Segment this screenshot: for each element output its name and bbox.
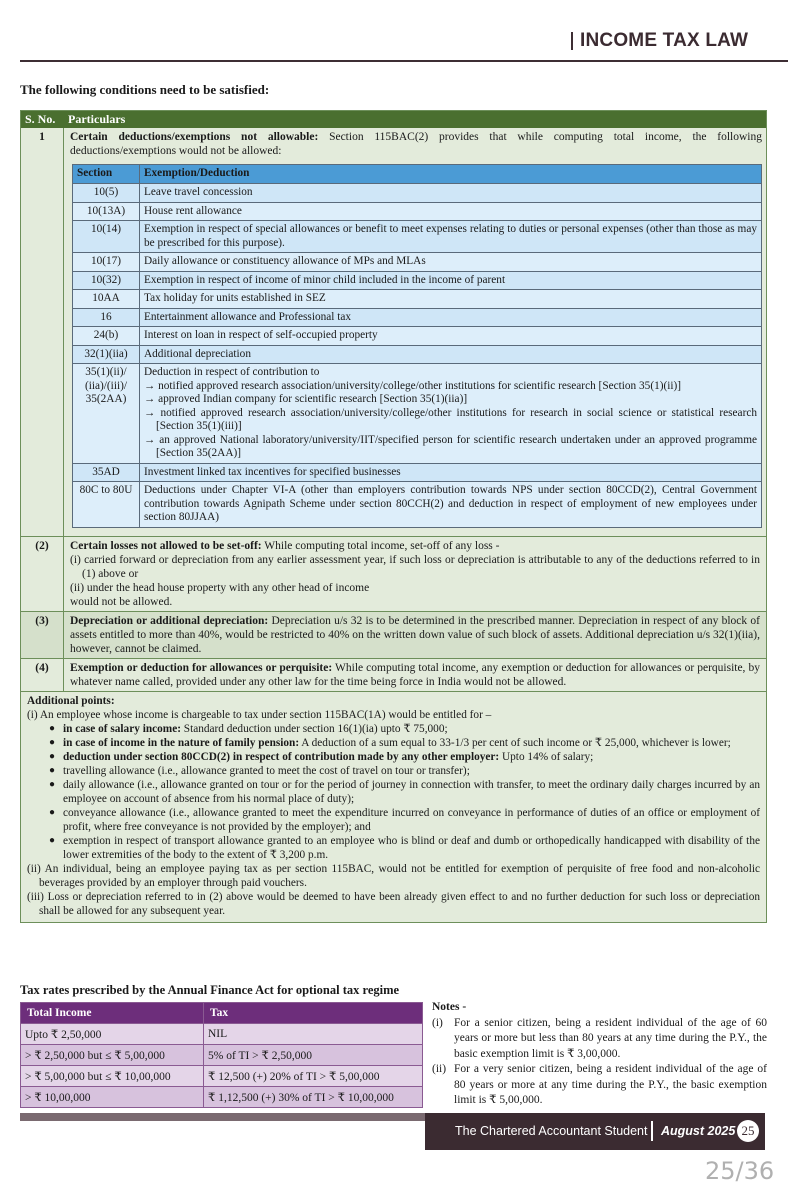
section-cell: 16 bbox=[73, 308, 140, 327]
desc-cell: Deductions under Chapter VI-A (other than employers contribution towards NPS under section 80CCD(2), Central Government contribution towards Agnipath Scheme under section 80CCH(2) and deduction in respect of employment of new employees under section 80JJAA) bbox=[140, 482, 762, 528]
condition-row-4 bbox=[21, 658, 766, 691]
row-text: While computing total income, any exemption or deduction for allowances or perquisite, by whatever name called, provided under any other law for the time being force in India would not be allowed. bbox=[70, 661, 760, 688]
bullet-icon: ● bbox=[49, 834, 56, 846]
desc-cell: Exemption in respect of income of minor child included in the income of parent bbox=[140, 271, 762, 290]
table-row bbox=[73, 221, 762, 253]
header-separator bbox=[571, 32, 573, 50]
table-row bbox=[73, 463, 762, 482]
notes-title: Notes - bbox=[432, 1001, 467, 1013]
bullet-icon: ● bbox=[49, 750, 56, 762]
row-title: Certain deductions/exemptions not allowable: bbox=[70, 131, 319, 143]
section-cell: 24(b) bbox=[73, 327, 140, 346]
row-title: Exemption or deduction for allowances or perquisite: bbox=[70, 661, 333, 674]
note-number: (i) bbox=[432, 1016, 443, 1029]
footer-page-number: 25 bbox=[737, 1120, 759, 1142]
row-sno: (2) bbox=[35, 539, 49, 552]
exemption-table bbox=[72, 164, 762, 528]
additional-iii: (iii) Loss or depreciation referred to in (2) above would be deemed to have been already given effect to and no further deduction for such loss or depreciation shall be allowed for any subsequent year. bbox=[27, 890, 760, 917]
conditions-table bbox=[20, 110, 767, 923]
row-sno: (3) bbox=[35, 614, 49, 627]
note-number: (ii) bbox=[432, 1063, 447, 1075]
desc-cell: Daily allowance or constituency allowance of MPs and MLAs bbox=[140, 253, 762, 272]
table-row bbox=[73, 364, 762, 464]
section-cell: 10(5) bbox=[73, 184, 140, 203]
page-footer bbox=[425, 1113, 765, 1150]
list-item bbox=[27, 778, 760, 806]
bullet-icon: ● bbox=[49, 722, 56, 734]
condition-row-2 bbox=[21, 536, 766, 611]
bullet-text: A deduction of a sum equal to 33-1/3 per cent of such income or ₹ 25,000, whichever is lower; bbox=[299, 736, 731, 749]
footer-rule bbox=[20, 1113, 425, 1121]
table-row bbox=[73, 482, 762, 528]
desc-cell: Leave travel concession bbox=[140, 184, 762, 203]
additional-ii: (ii) An individual, being an employee paying tax as per section 115BAC, would not be entitled for exemption of perquisite of free food and non-alcoholic beverages provided by an employer through paid vouchers. bbox=[27, 862, 760, 889]
section-cell: 10(13A) bbox=[73, 202, 140, 221]
table-row bbox=[73, 327, 762, 346]
income-cell: > ₹ 5,00,000 but ≤ ₹ 10,00,000 bbox=[21, 1066, 204, 1087]
bullet-icon: ● bbox=[49, 778, 56, 790]
additional-points bbox=[21, 691, 766, 922]
list-item bbox=[432, 1062, 767, 1109]
desc-cell: Exemption in respect of special allowances or benefit to meet expenses relating to duties or personal expenses (other than those as may be prescribed for this purpose). bbox=[140, 221, 762, 253]
income-cell: > ₹ 2,50,000 but ≤ ₹ 5,00,000 bbox=[21, 1045, 204, 1066]
section-cell: 10(17) bbox=[73, 253, 140, 272]
footer-separator bbox=[651, 1121, 653, 1141]
tax-cell: ₹ 12,500 (+) 20% of TI > ₹ 5,00,000 bbox=[204, 1066, 423, 1087]
list-item bbox=[27, 806, 760, 834]
bullet-bold: deduction under section 80CCD(2) in respect of contribution made by any other employer: bbox=[63, 750, 500, 763]
desc-cell: Interest on loan in respect of self-occupied property bbox=[140, 327, 762, 346]
section-cell: 10(14) bbox=[73, 221, 140, 253]
bullet-icon: ● bbox=[49, 764, 56, 776]
list-item bbox=[27, 764, 760, 778]
tax-header: Tax bbox=[204, 1003, 423, 1024]
conditions-table-header bbox=[21, 111, 766, 128]
income-header: Total Income bbox=[21, 1003, 204, 1024]
bullet-text: Standard deduction under section 16(1)(ia) upto ₹ 75,000; bbox=[180, 722, 448, 735]
bullet-text: exemption in respect of transport allowance granted to an employee who is blind or deaf and dumb or orthopedically handicapped with disability of the lower extremities of the body to the extent of ₹ 3,200 p.m. bbox=[63, 834, 760, 861]
tax-cell: 5% of TI > ₹ 2,50,000 bbox=[204, 1045, 423, 1066]
section-cell: 35(1)(ii)/ (iia)/(iii)/ 35(2AA) bbox=[73, 364, 140, 464]
table-row bbox=[73, 290, 762, 309]
table-row bbox=[73, 308, 762, 327]
row-text: While computing total income, set-off of any loss - bbox=[261, 539, 500, 552]
section-cell: 80C to 80U bbox=[73, 482, 140, 528]
list-item bbox=[27, 834, 760, 862]
tax-rates-table bbox=[20, 1002, 423, 1108]
desc-cell: House rent allowance bbox=[140, 202, 762, 221]
note-text: For a very senior citizen, being a resident individual of the age of 80 years or more at any time during the P.Y., the basic exemption limit is ₹ 5,00,000. bbox=[454, 1063, 767, 1106]
row-end: would not be allowed. bbox=[70, 595, 173, 608]
table-row bbox=[73, 202, 762, 221]
additional-title: Additional points: bbox=[27, 694, 115, 707]
conditions-heading: The following conditions need to be satisfied: bbox=[20, 82, 270, 97]
section-cell: 32(1)(iia) bbox=[73, 345, 140, 364]
row-sno: 1 bbox=[39, 131, 45, 143]
desc-cell: Additional depreciation bbox=[140, 345, 762, 364]
bullet-text: daily allowance (i.e., allowance granted on tour or for the period of journey in connection with transfer, to meet the ordinary daily charges incurred by an employee on account of absence from his normal place of duty); bbox=[63, 778, 760, 805]
table-row bbox=[21, 1066, 423, 1087]
arrow-item: → notified approved research association/university/college/other institutions for research in social science or statistical research [Section 35(1)(iii)] bbox=[144, 406, 757, 432]
row-text: Depreciation u/s 32 is to be determined in the prescribed manner. Depreciation in respect of any block of assets entitled to more than 40%, would be restricted to 40% on the written down value of such block of assets. Additional depreciation u/s 32(1)(iia), however, cannot be claimed. bbox=[70, 614, 760, 655]
additional-i: (i) An employee whose income is chargeable to tax under section 115BAC(1A) would be entitled for – bbox=[27, 708, 492, 721]
header-rule bbox=[20, 60, 788, 62]
condition-row-1 bbox=[21, 128, 766, 536]
condition-row-3 bbox=[21, 611, 766, 658]
tax-cell: ₹ 1,12,500 (+) 30% of TI > ₹ 10,00,000 bbox=[204, 1087, 423, 1108]
notes-section bbox=[432, 1000, 767, 1109]
row-sub-i: (i) carried forward or depreciation from any earlier assessment year, if such loss or depreciation is attributable to any of the deductions referred to in (1) above or bbox=[70, 553, 760, 580]
desc-cell: Entertainment allowance and Professional tax bbox=[140, 308, 762, 327]
list-item bbox=[27, 750, 760, 764]
table-row bbox=[73, 184, 762, 203]
col-particulars-header: Particulars bbox=[63, 112, 766, 127]
row-particulars bbox=[63, 128, 768, 536]
bullet-text: conveyance allowance (i.e., allowance granted to meet the expenditure incurred on conveyance in performance of duties of an office or employment of profit, where free conveyance is not provided by the employer); and bbox=[63, 806, 760, 833]
table-row bbox=[21, 1087, 423, 1108]
footer-journal: The Chartered Accountant Student bbox=[455, 1124, 648, 1138]
table-row bbox=[73, 253, 762, 272]
table-row bbox=[73, 271, 762, 290]
table-row bbox=[21, 1024, 423, 1045]
income-cell: > ₹ 10,00,000 bbox=[21, 1087, 204, 1108]
row-sub-ii: (ii) under the head house property with any other head of income bbox=[70, 581, 370, 594]
section-header: Section bbox=[73, 165, 140, 184]
bullet-text: Upto 14% of salary; bbox=[499, 750, 594, 763]
section-cell: 35AD bbox=[73, 463, 140, 482]
bullet-bold: in case of income in the nature of family pension: bbox=[63, 736, 300, 749]
arrow-item: → notified approved research association/university/college/other institutions for scientific research [Section 35(1)(ii)] bbox=[144, 379, 682, 392]
arrow-item: → an approved National laboratory/university/IIT/specified person for scientific research undertaken under an approved programme [Section 35(2AA)] bbox=[144, 433, 757, 459]
section-cell: 10(32) bbox=[73, 271, 140, 290]
row-sno: (4) bbox=[35, 661, 49, 674]
list-item bbox=[432, 1016, 767, 1063]
arrow-item: → approved Indian company for scientific research [Section 35(1)(iia)] bbox=[144, 393, 468, 405]
row-title: Certain losses not allowed to be set-off: bbox=[70, 539, 262, 552]
page-header-title: INCOME TAX LAW bbox=[580, 30, 749, 51]
row-particulars bbox=[63, 612, 766, 658]
row-particulars bbox=[63, 537, 766, 611]
col-sno-header: S. No. bbox=[25, 112, 56, 126]
row-title: Depreciation or additional depreciation: bbox=[70, 614, 269, 627]
bullet-icon: ● bbox=[49, 736, 56, 748]
table-row bbox=[21, 1045, 423, 1066]
section-cell: 10AA bbox=[73, 290, 140, 309]
list-item bbox=[27, 736, 760, 750]
desc-intro: Deduction in respect of contribution to bbox=[144, 366, 320, 378]
tax-rates-heading: Tax rates prescribed by the Annual Finance Act for optional tax regime bbox=[20, 983, 400, 997]
row-particulars bbox=[63, 659, 766, 691]
table-row bbox=[73, 345, 762, 364]
desc-cell: Investment linked tax incentives for specified businesses bbox=[140, 463, 762, 482]
footer-issue: August 2025 bbox=[661, 1124, 736, 1138]
row-text: Section 115BAC(2) provides that while computing total income, the following deductions/exemptions would not be allowed: bbox=[70, 131, 762, 157]
list-item bbox=[27, 722, 760, 736]
tax-cell: NIL bbox=[204, 1024, 423, 1045]
desc-cell bbox=[140, 364, 762, 464]
bullet-bold: in case of salary income: bbox=[63, 722, 181, 735]
exemption-header: Exemption/Deduction bbox=[140, 165, 762, 184]
page-indicator: 25/36 bbox=[705, 1157, 775, 1185]
bullet-icon: ● bbox=[49, 806, 56, 818]
note-text: For a senior citizen, being a resident individual of the age of 60 years or more but less than 80 years at any time during the P.Y., the basic exemption limit is ₹ 3,00,000. bbox=[454, 1016, 767, 1060]
desc-cell: Tax holiday for units established in SEZ bbox=[140, 290, 762, 309]
income-cell: Upto ₹ 2,50,000 bbox=[21, 1024, 204, 1045]
bullet-text: travelling allowance (i.e., allowance granted to meet the cost of travel on tour or transfer); bbox=[63, 764, 470, 777]
